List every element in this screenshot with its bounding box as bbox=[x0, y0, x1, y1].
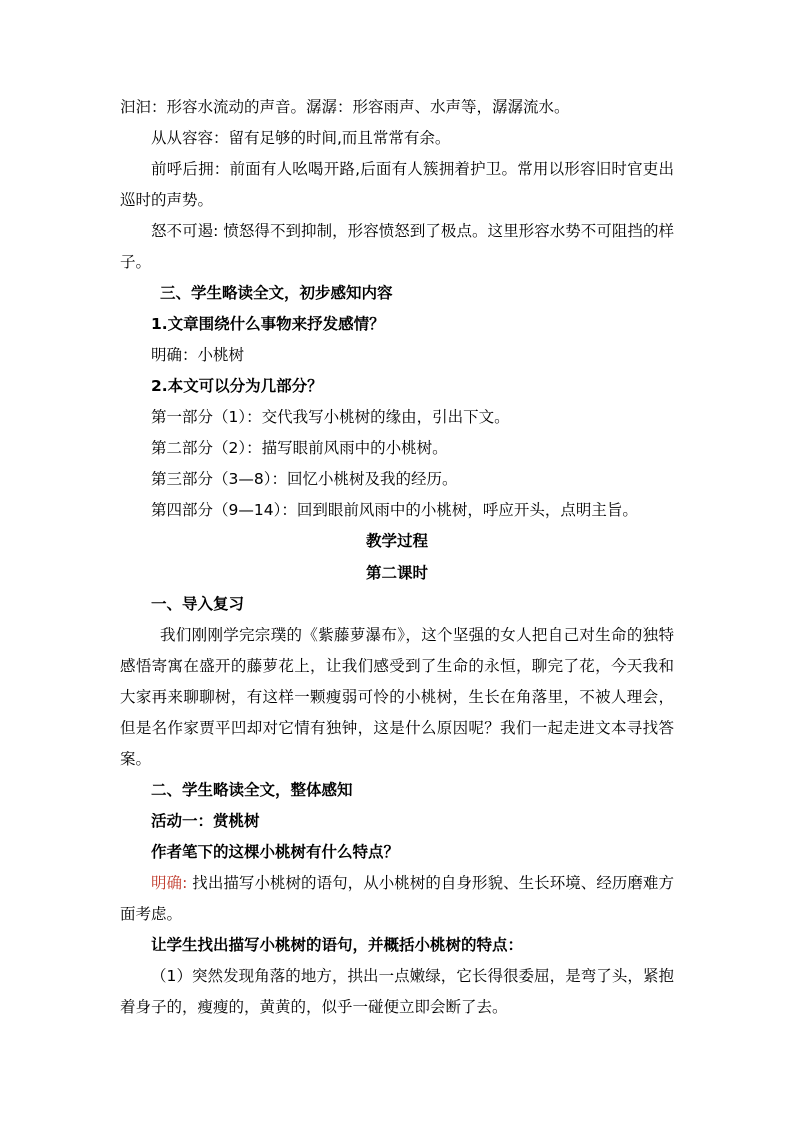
lesson-process-title-text: 教学过程 bbox=[365, 532, 428, 550]
activity-question: 作者笔下的这棵小桃树有什么特点？ bbox=[151, 843, 400, 861]
part-2: 第二部分（2）：描写眼前风雨中的小桃树。 bbox=[151, 439, 448, 457]
vocab-gugu: 汩汩：形容水流动的声音。潺潺：形容雨声、水声等，潺潺流水。 bbox=[120, 98, 570, 116]
activity-answer bbox=[120, 868, 674, 930]
document-page bbox=[120, 92, 674, 1023]
lesson-2-title: 第二课时 bbox=[365, 564, 428, 582]
answer-text: 找出描写小桃树的语句，从小桃树的自身形貌、生长环境、经历磨难方面考虑。 bbox=[120, 874, 674, 923]
part-4: 第四部分（9—14）：回到眼前风雨中的小桃树，呼应开头，点明主旨。 bbox=[151, 501, 638, 519]
answer-1: 明确：小桃树 bbox=[151, 346, 245, 364]
question-2: 2.本文可以分为几部分？ bbox=[151, 377, 323, 395]
section3-heading: 三、学生略读全文，初步感知内容 bbox=[160, 284, 393, 302]
lesson-process-title bbox=[120, 526, 674, 558]
activity-1: 活动一：赏桃树 bbox=[151, 812, 260, 830]
question-1: 1.文章围绕什么事物来抒发感情？ bbox=[151, 315, 385, 333]
answer-label: 明确: bbox=[151, 874, 188, 892]
section2-heading: 二、学生略读全文，整体感知 bbox=[151, 781, 353, 799]
part-1: 第一部分（1）：交代我写小桃树的缘由，引出下文。 bbox=[151, 408, 510, 426]
section1-heading: 一、导入复习 bbox=[151, 595, 245, 613]
activity-task: 让学生找出描写小桃树的语句，并概括小桃树的特点： bbox=[151, 936, 524, 954]
vocab-congrong: 从从容容：留有足够的时间,而且常常有余。 bbox=[151, 129, 451, 147]
description-item-1: （1）突然发现角落的地方，拱出一点嫩绿，它长得很委屈，是弯了头，紧抱着身子的，瘦瘦的，黄黄的，似乎一碰便立即会断了去。 bbox=[120, 967, 674, 1016]
vocab-nubukee: 怒不可遏: 愤怒得不到抑制，形容愤怒到了极点。这里形容水势不可阻挡的样子。 bbox=[120, 222, 674, 271]
vocab-qianhu: 前呼后拥：前面有人吆喝开路,后面有人簇拥着护卫。常用以形容旧时官吏出巡时的声势。 bbox=[120, 160, 674, 209]
part-3: 第三部分（3—8）：回忆小桃树及我的经历。 bbox=[151, 470, 458, 488]
intro-paragraph: 我们刚刚学完宗璞的《紫藤萝瀑布》，这个坚强的女人把自己对生命的独特感悟寄寓在盛开的藤萝花上，让我们感受到了生命的永恒，聊完了花，今天我和大家再来聊聊树，有这样一颗瘦弱可怜的小桃树，生长在角落里，不被人理会，但是名作家贾平凹却对它情有独钟，这是什么原因呢？我们一起走进文本寻找答案。 bbox=[120, 626, 674, 768]
